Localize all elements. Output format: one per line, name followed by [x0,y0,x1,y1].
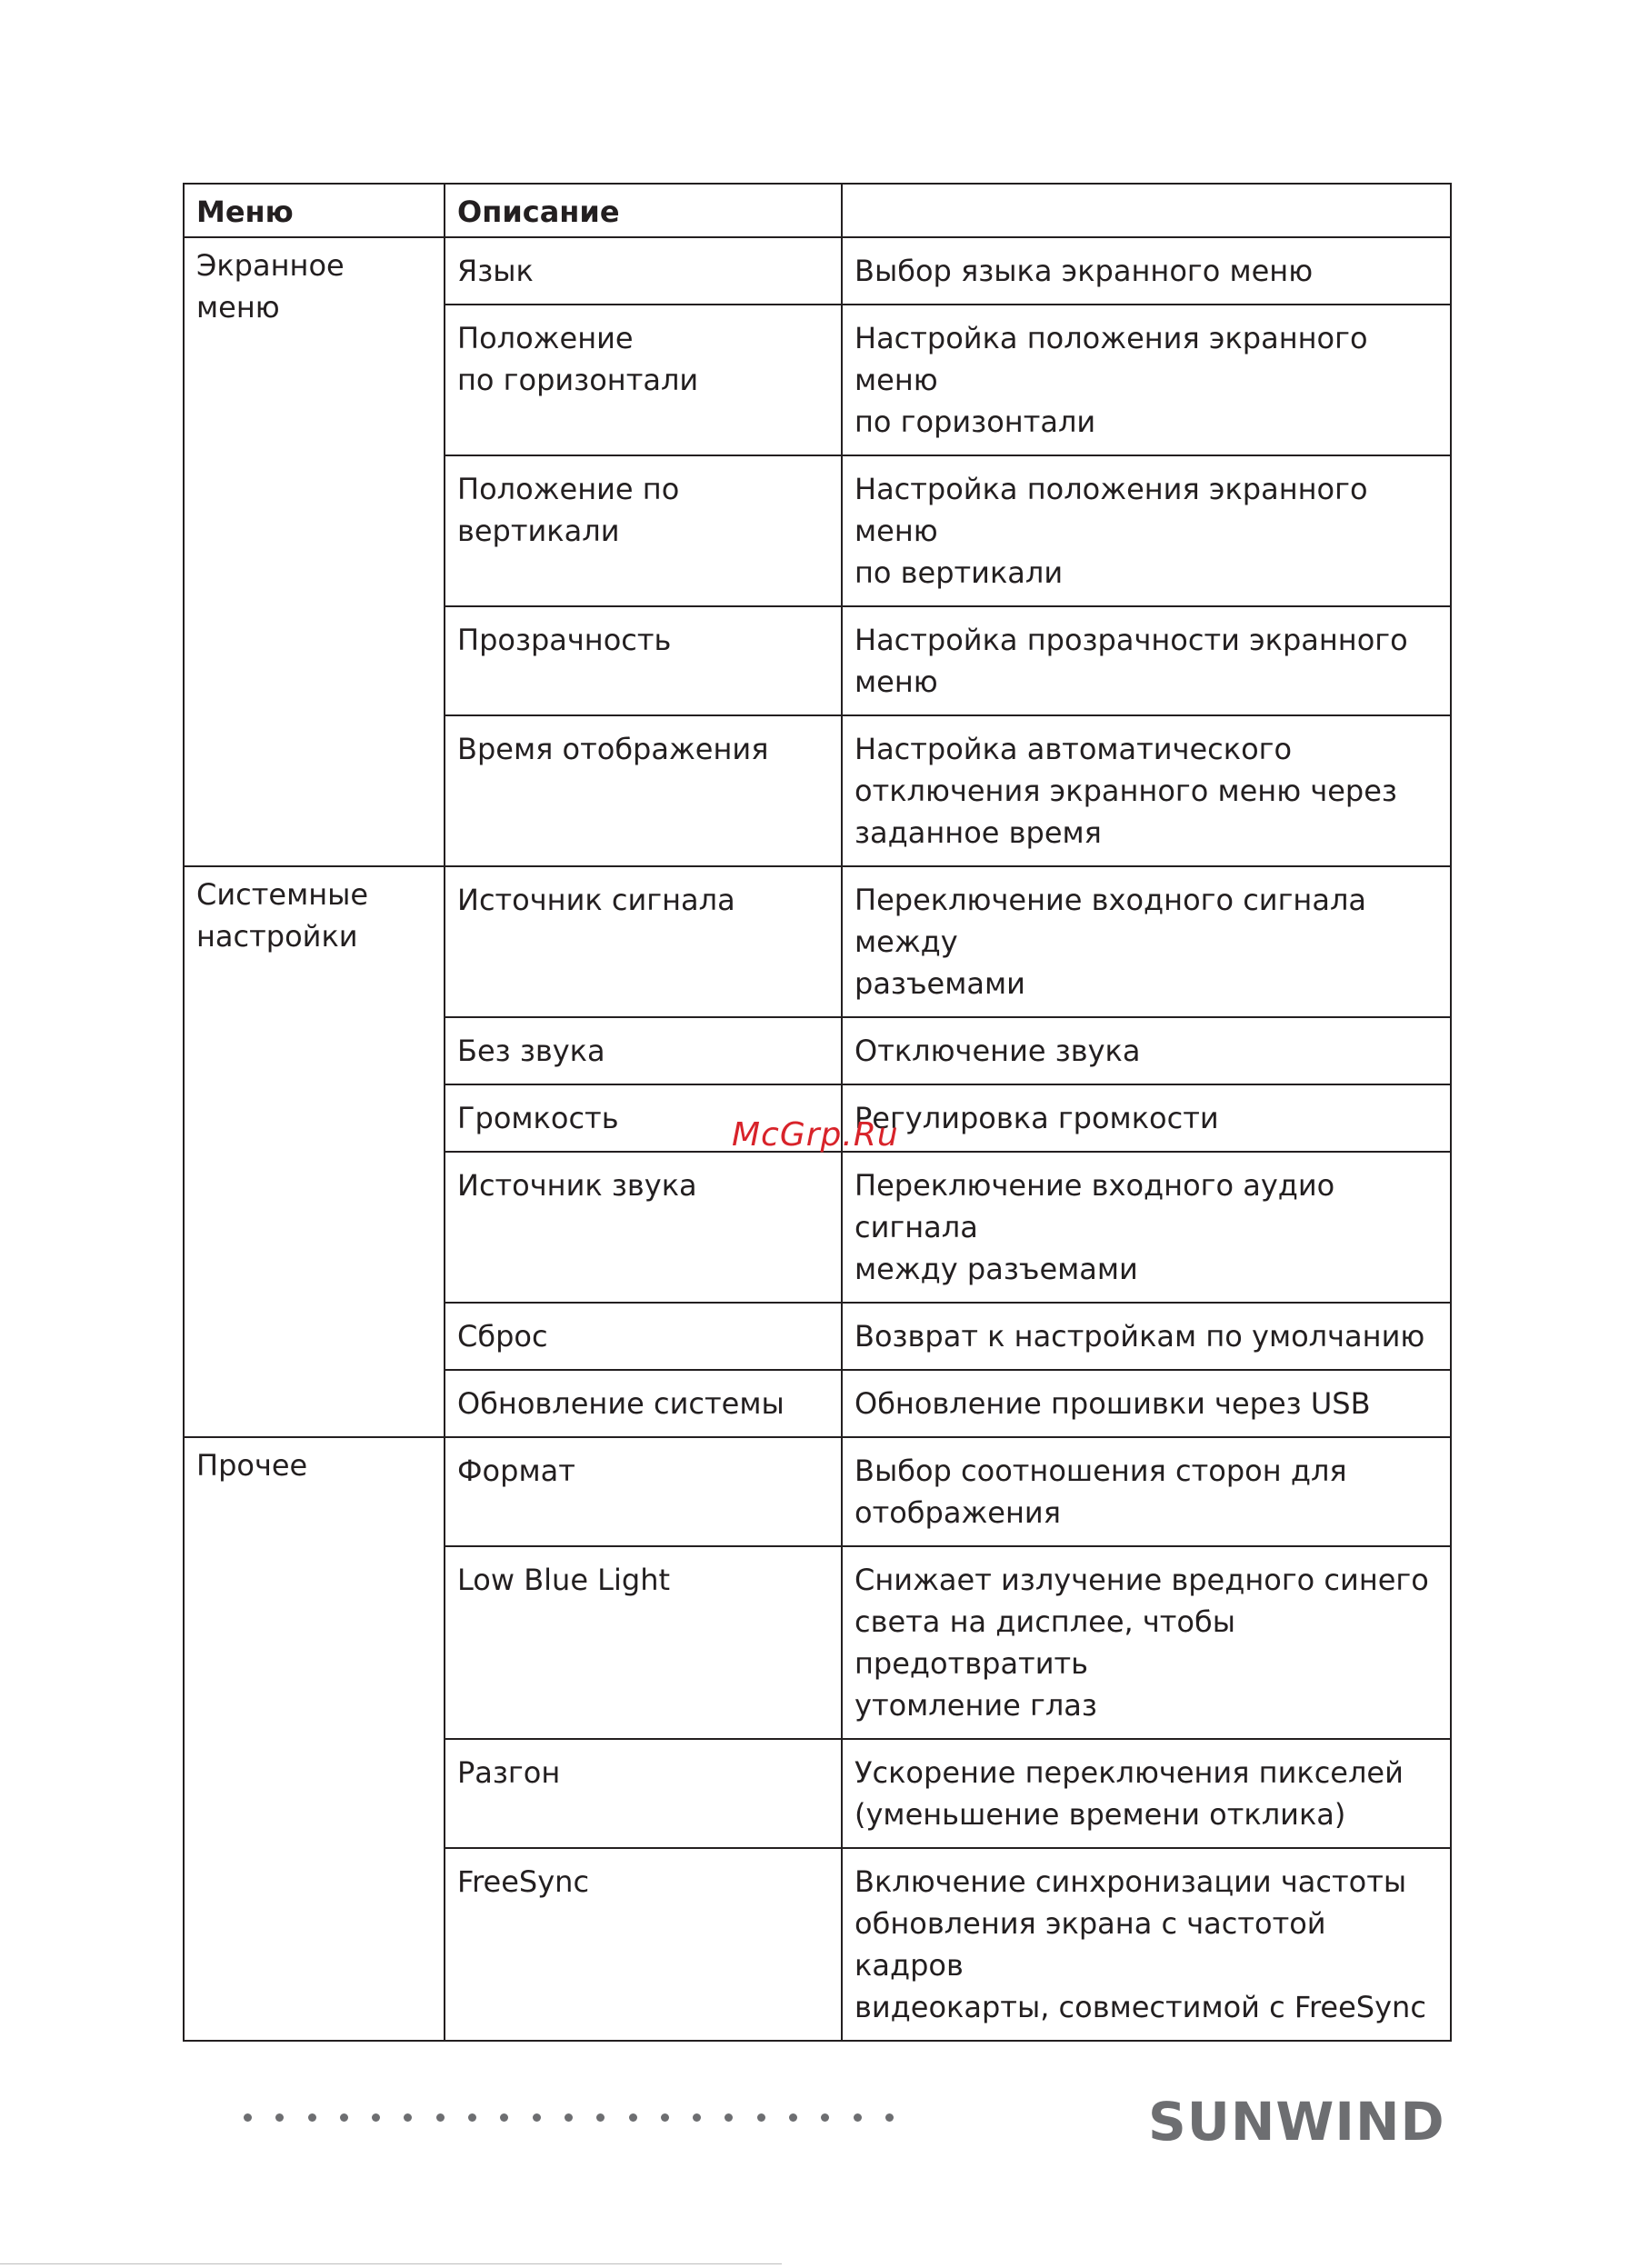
description-cell: Включение синхронизации частоты обновления экрана с частотой кадров видеокарты, совместимой с FreeSync [842,1848,1451,2041]
menu-item-cell: Прозрачность [445,606,842,715]
footer-dot [725,2113,733,2122]
menu-item-cell: Обновление системы [445,1370,842,1437]
menu-item-cell: Без звука [445,1017,842,1084]
footer-dot [596,2113,605,2122]
description-cell: Настройка автоматического отключения экранного меню через заданное время [842,715,1451,866]
footer-dot [404,2113,412,2122]
footer-dot [693,2113,701,2122]
description-cell: Регулировка громкости [842,1084,1451,1152]
description-cell: Настройка положения экранного меню по горизонтали [842,305,1451,455]
footer-dot [854,2113,862,2122]
menu-item-cell: Сброс [445,1303,842,1370]
footer-dot [629,2113,637,2122]
menu-item-cell: Low Blue Light [445,1546,842,1739]
description-cell: Переключение входного сигнала между разъемами [842,866,1451,1017]
footer-dot [757,2113,765,2122]
header-menu: Меню [184,184,445,237]
footer-dot [885,2113,894,2122]
menu-group-cell: Системные настройки [184,866,445,1437]
footer-dot [436,2113,445,2122]
header-empty [842,184,1451,237]
footer-dot [565,2113,573,2122]
footer-dot [821,2113,829,2122]
footer-dot [275,2113,284,2122]
table-row [184,866,1451,1017]
menu-item-cell: Источник звука [445,1152,842,1303]
menu-item-cell: Разгон [445,1739,842,1848]
menu-group-cell: Прочее [184,1437,445,2041]
table-row [184,1437,1451,1546]
footer-dot [661,2113,669,2122]
description-cell: Выбор языка экранного меню [842,237,1451,305]
footer-dot [789,2113,797,2122]
description-cell: Снижает излучение вредного синего света на дисплее, чтобы предотвратить утомление глаз [842,1546,1451,1739]
description-cell: Отключение звука [842,1017,1451,1084]
divider [0,2263,782,2264]
description-cell: Обновление прошивки через USB [842,1370,1451,1437]
footer-dot [244,2113,252,2122]
footer-dot [372,2113,380,2122]
footer-dot [500,2113,508,2122]
brand-logo: SUNWIND [1148,2091,1445,2153]
description-cell: Возврат к настройкам по умолчанию [842,1303,1451,1370]
menu-item-cell: Положение по вертикали [445,455,842,606]
footer-dot [308,2113,316,2122]
description-cell: Выбор соотношения сторон для отображения [842,1437,1451,1546]
footer-dot [340,2113,348,2122]
header-description: Описание [445,184,842,237]
menu-table [183,183,1452,2042]
menu-item-cell: Язык [445,237,842,305]
menu-item-cell: FreeSync [445,1848,842,2041]
menu-item-cell: Формат [445,1437,842,1546]
menu-item-cell: Время отображения [445,715,842,866]
footer-dot [533,2113,541,2122]
footer-dot [468,2113,476,2122]
table-row [184,237,1451,305]
description-cell: Настройка прозрачности экранного меню [842,606,1451,715]
table-header-row [184,184,1451,237]
menu-item-cell: Громкость [445,1084,842,1152]
menu-item-cell: Источник сигнала [445,866,842,1017]
description-cell: Ускорение переключения пикселей (уменьшение времени отклика) [842,1739,1451,1848]
menu-item-cell: Положение по горизонтали [445,305,842,455]
description-cell: Настройка положения экранного меню по вертикали [842,455,1451,606]
description-cell: Переключение входного аудио сигнала между разъемами [842,1152,1451,1303]
menu-group-cell: Экранное меню [184,237,445,866]
footer-dots [244,2113,917,2135]
watermark: McGrp.Ru [732,1116,899,1154]
